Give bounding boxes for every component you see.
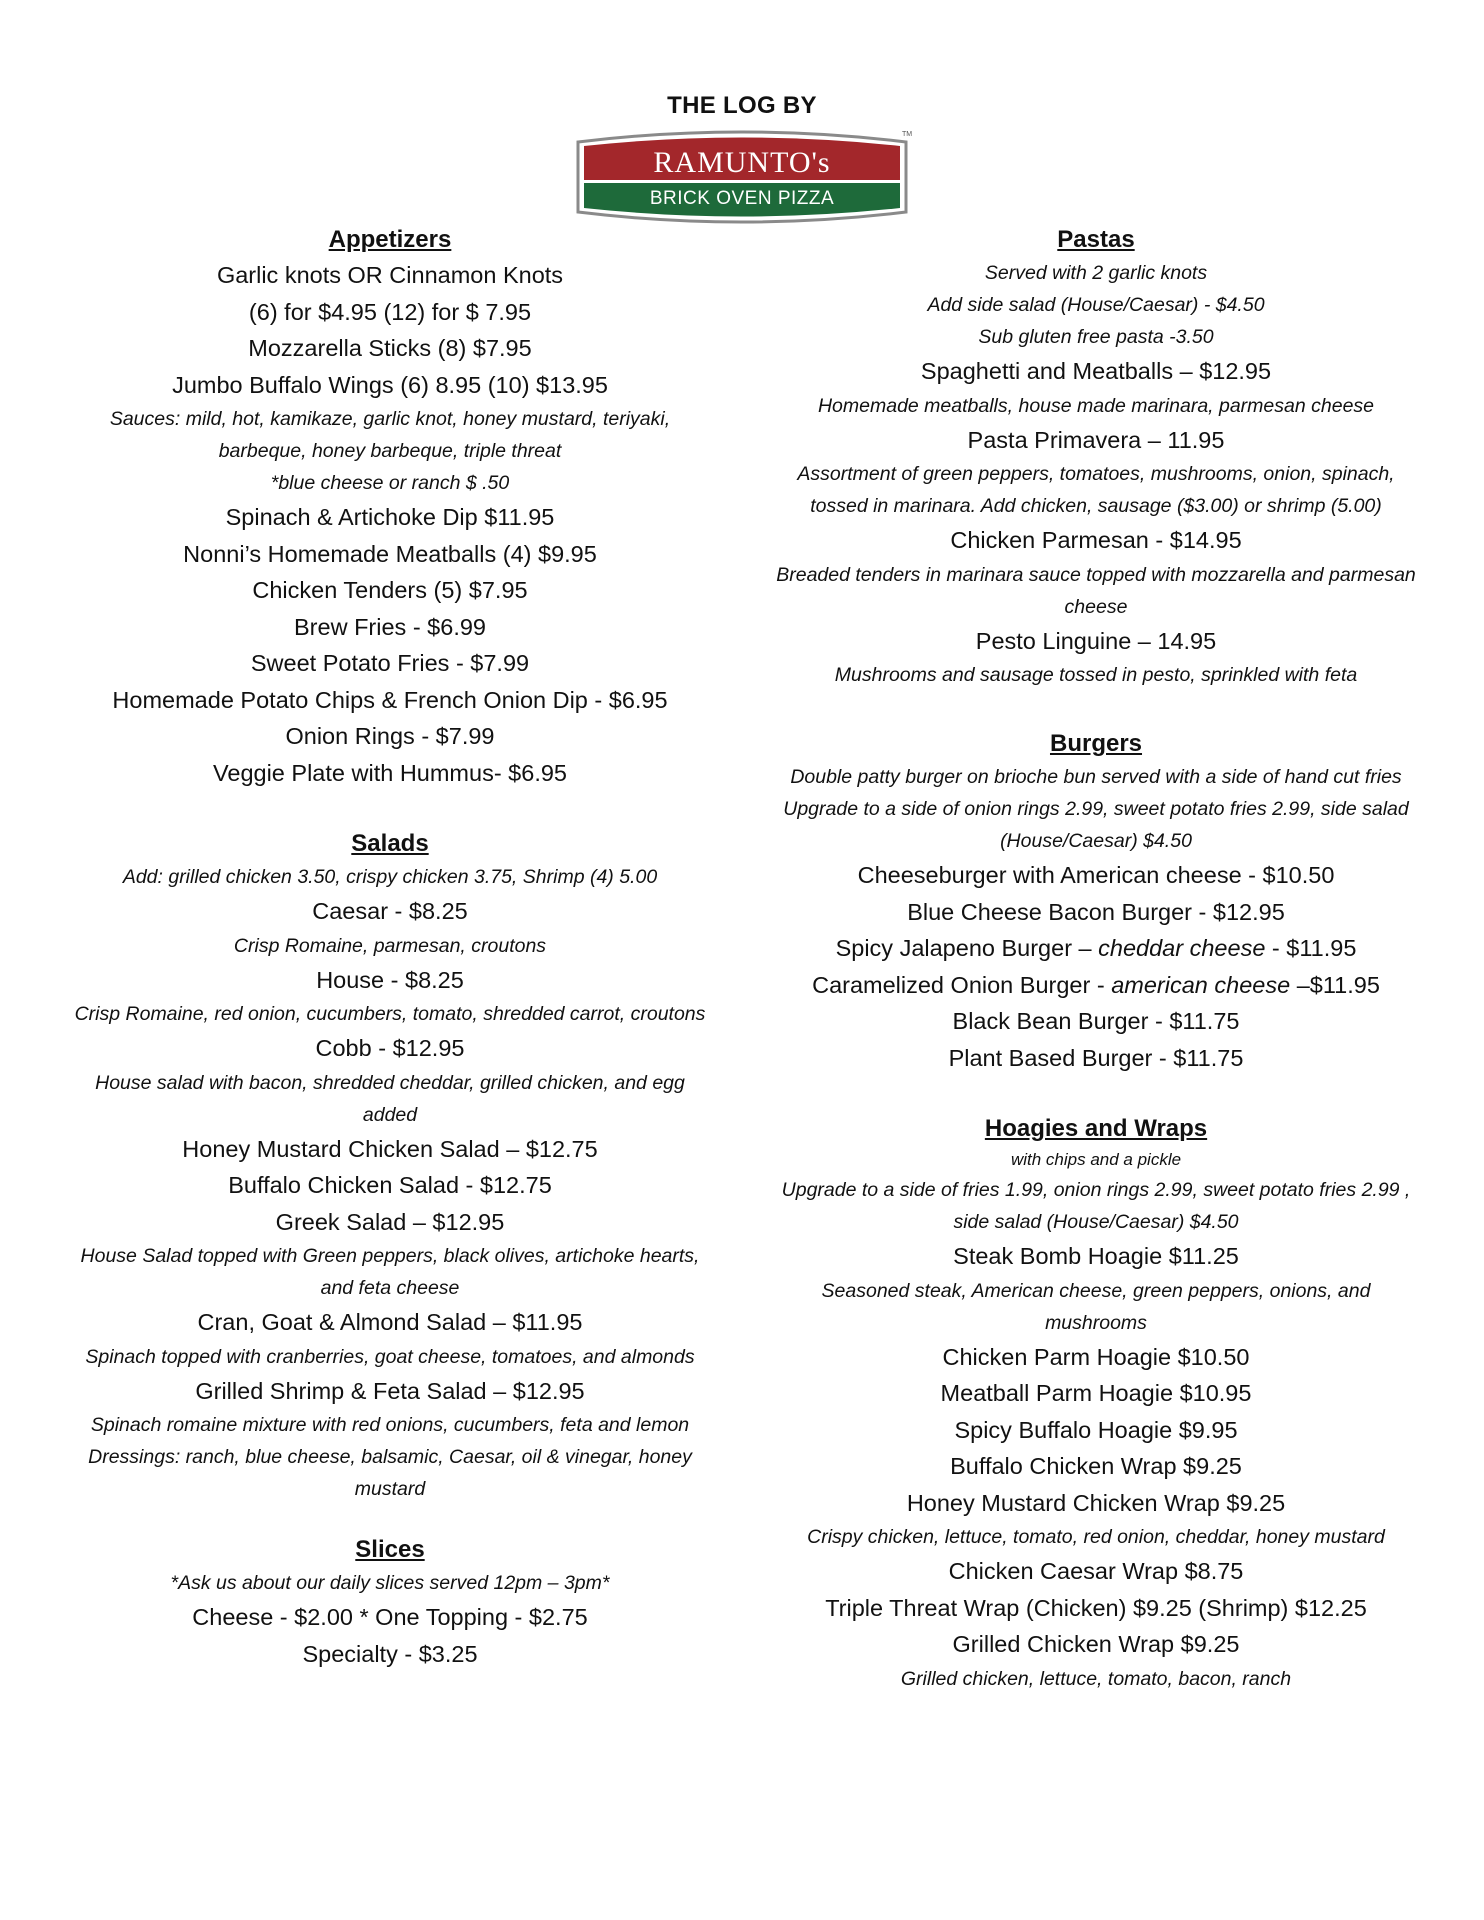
- item-note: Add: grilled chicken 3.50, crispy chicken 3.75, Shrimp (4) 5.00: [122, 866, 658, 888]
- menu-item: Chicken Tenders (5) $7.95: [252, 577, 528, 603]
- menu-item: Cheese - $2.00 * One Topping - $2.75: [192, 1604, 588, 1630]
- item-note: Sauces: mild, hot, kamikaze, garlic knot, honey mustard, teriyaki, barbeque, honey barbeque, triple threat: [109, 408, 671, 462]
- item-note: *Ask us about our daily slices served 12pm – 3pm*: [170, 1572, 610, 1594]
- item-note: Dressings: ranch, blue cheese, balsamic, Caesar, oil & vinegar, honey mustard: [88, 1446, 692, 1500]
- menu-item: Spicy Buffalo Hoagie $9.95: [954, 1416, 1238, 1443]
- salads-section: [70, 827, 710, 1505]
- menu-item: Spaghetti and Meatballs – $12.95: [920, 358, 1272, 384]
- slices-section: [70, 1533, 710, 1672]
- menu-item: Veggie Plate with Hummus- $6.95: [213, 759, 567, 786]
- menu-item: Chicken Parmesan - $14.95: [950, 527, 1242, 553]
- section-spacer: [70, 791, 710, 827]
- menu-item: Brew Fries - $6.99: [294, 613, 486, 640]
- section-heading-appetizers: Appetizers: [328, 226, 452, 253]
- menu-item: Honey Mustard Chicken Salad – $12.75: [182, 1135, 598, 1162]
- item-note: Breaded tenders in marinara sauce topped with mozzarella and parmesan cheese: [776, 563, 1416, 618]
- menu-item: Mozzarella Sticks (8) $7.95: [248, 335, 532, 361]
- menu-item: Sweet Potato Fries - $7.99: [250, 650, 530, 676]
- menu-item: Meatball Parm Hoagie $10.95: [940, 1380, 1252, 1406]
- menu-item: Pasta Primavera – 11.95: [967, 426, 1225, 453]
- menu-item: Garlic knots OR Cinnamon Knots: [216, 262, 564, 288]
- section-heading-burgers: Burgers: [1049, 730, 1143, 757]
- section-spacer: [770, 1076, 1422, 1112]
- item-note: Assortment of green peppers, tomatoes, mushrooms, onion, spinach, tossed in marinara. Add chicken, sausage ($3.00) or shrimp (5.00): [797, 463, 1395, 517]
- item-note: Upgrade to a side of onion rings 2.99, sweet potato fries 2.99, side salad (House/Caesar) $4.50: [783, 798, 1409, 852]
- right-column: [770, 223, 1422, 1695]
- page-title: THE LOG BY: [667, 92, 817, 119]
- item-note: House salad with bacon, shredded cheddar, grilled chicken, and egg added: [95, 1071, 685, 1126]
- item-note: Seasoned steak, American cheese, green peppers, onions, and mushrooms: [821, 1279, 1371, 1334]
- menu-item: Spinach & Artichoke Dip $11.95: [225, 504, 555, 530]
- menu-item: Pesto Linguine – 14.95: [975, 627, 1217, 654]
- menu-item: Greek Salad – $12.95: [275, 1208, 505, 1235]
- menu-item: Caesar - $8.25: [312, 898, 468, 924]
- item-note: Crisp Romaine, parmesan, croutons: [233, 934, 547, 957]
- menu-item: Cobb - $12.95: [315, 1035, 465, 1061]
- menu-item: Grilled Chicken Wrap $9.25: [952, 1631, 1240, 1657]
- logo-trademark: TM: [902, 131, 912, 138]
- menu-item: Plant Based Burger - $11.75: [948, 1044, 1244, 1071]
- item-note: Crisp Romaine, red onion, cucumbers, tomato, shredded carrot, croutons: [74, 1003, 706, 1025]
- item-price: –$11.95: [1290, 971, 1380, 998]
- item-name: Spicy Jalapeno Burger –: [835, 935, 1099, 961]
- item-price: - $11.95: [1265, 935, 1357, 961]
- item-cheese: cheddar cheese: [1098, 935, 1266, 961]
- menu-item: House - $8.25: [316, 966, 464, 993]
- menu-item-spicy-jalapeno-burger: [770, 930, 1422, 967]
- menu-item: Honey Mustard Chicken Wrap $9.25: [906, 1489, 1286, 1516]
- item-note: *blue cheese or ranch $ .50: [270, 472, 510, 494]
- menu-item: Chicken Parm Hoagie $10.50: [942, 1343, 1250, 1370]
- menu-item: Cran, Goat & Almond Salad – $11.95: [197, 1309, 583, 1335]
- menu-item: Specialty - $3.25: [302, 1640, 478, 1667]
- section-spacer: [70, 1505, 710, 1533]
- section-spacer: [770, 691, 1422, 727]
- menu-item: Onion Rings - $7.99: [285, 723, 495, 749]
- menu-item: Buffalo Chicken Salad - $12.75: [228, 1172, 552, 1198]
- item-note: House Salad topped with Green peppers, black olives, artichoke hearts, and feta cheese: [80, 1245, 700, 1299]
- menu-item: (6) for $4.95 (12) for $ 7.95: [248, 298, 532, 325]
- menu-item: Grilled Shrimp & Feta Salad – $12.95: [195, 1377, 585, 1404]
- item-note: Upgrade to a side of fries 1.99, onion rings 2.99, sweet potato fries 2.99 , side salad (House/Caesar) $4.50: [781, 1179, 1411, 1233]
- item-note: Homemade meatballs, house made marinara, parmesan cheese: [817, 394, 1375, 417]
- item-note: Add side salad (House/Caesar) - $4.50: [927, 294, 1265, 316]
- menu-item: Triple Threat Wrap (Chicken) $9.25 (Shrimp) $12.25: [825, 1594, 1367, 1621]
- menu-item: Jumbo Buffalo Wings (6) 8.95 (10) $13.95: [172, 371, 608, 398]
- menu-item: Buffalo Chicken Wrap $9.25: [950, 1453, 1242, 1479]
- item-note: Sub gluten free pasta -3.50: [978, 326, 1214, 348]
- menu-item: Homemade Potato Chips & French Onion Dip - $6.95: [112, 686, 668, 713]
- item-cheese: american cheese: [1111, 971, 1291, 998]
- ramuntos-logo: [572, 128, 912, 226]
- section-heading-salads: Salads: [351, 830, 429, 857]
- section-heading-hoagies: Hoagies and Wraps: [984, 1115, 1208, 1142]
- pastas-section: [770, 223, 1422, 691]
- menu-item: Chicken Caesar Wrap $8.75: [948, 1558, 1244, 1584]
- item-note: Crispy chicken, lettuce, tomato, red onion, cheddar, honey mustard: [807, 1526, 1385, 1548]
- hoagies-section: [770, 1112, 1422, 1695]
- menu-item: Blue Cheese Bacon Burger - $12.95: [907, 898, 1285, 925]
- item-note: Spinach topped with cranberries, goat cheese, tomatoes, and almonds: [85, 1345, 695, 1368]
- menu-item: Black Bean Burger - $11.75: [952, 1008, 1240, 1034]
- item-note: Spinach romaine mixture with red onions, cucumbers, feta and lemon: [90, 1414, 690, 1436]
- left-column: [70, 223, 710, 1672]
- burgers-section: [770, 727, 1422, 1076]
- item-note: Grilled chicken, lettuce, tomato, bacon, ranch: [900, 1667, 1292, 1690]
- section-heading-pastas: Pastas: [1057, 226, 1135, 253]
- item-name: Caramelized Onion Burger -: [812, 971, 1112, 998]
- menu-item: Nonni’s Homemade Meatballs (4) $9.95: [183, 540, 597, 567]
- appetizers-section: [70, 223, 710, 791]
- menu-item: Steak Bomb Hoagie $11.25: [953, 1243, 1239, 1269]
- logo-line1: RAMUNTO's: [653, 146, 831, 179]
- section-subheading: with chips and a pickle: [1010, 1150, 1182, 1169]
- menu-item: Cheeseburger with American cheese - $10.50: [857, 862, 1335, 888]
- item-note: Double patty burger on brioche bun served with a side of hand cut fries: [790, 766, 1402, 788]
- section-heading-slices: Slices: [355, 1536, 425, 1563]
- item-note: Mushrooms and sausage tossed in pesto, sprinkled with feta: [834, 664, 1358, 686]
- menu-item-caramelized-onion-burger: [770, 967, 1422, 1004]
- logo-line2: BRICK OVEN PIZZA: [649, 188, 835, 209]
- item-note: Served with 2 garlic knots: [984, 262, 1208, 284]
